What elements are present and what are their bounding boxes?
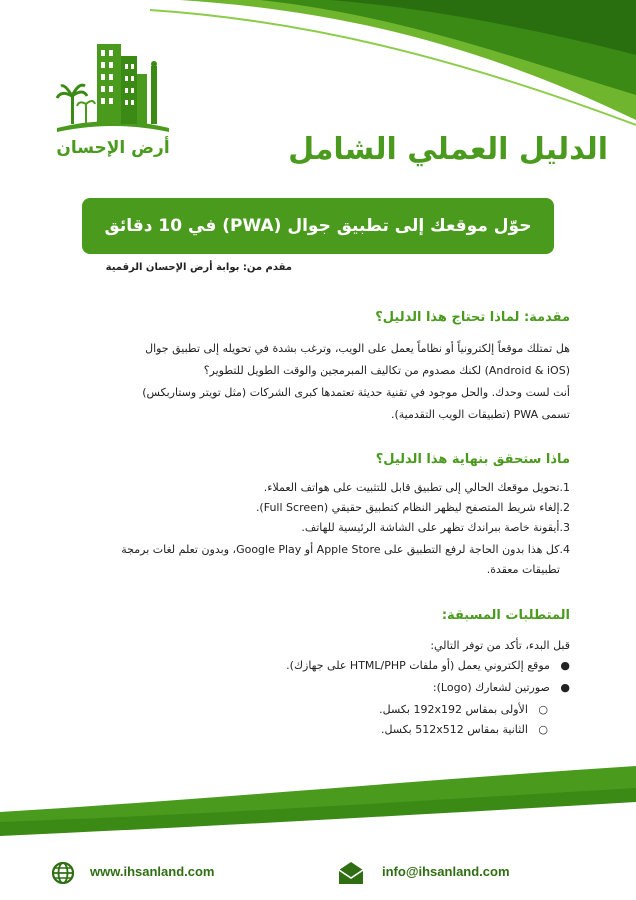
outcome-item: 1.تحويل موقعك الحالي إلى تطبيق قابل للتثبيت على هواتف العملاء. [263, 481, 570, 494]
bullet-circle-icon: ○ [538, 723, 548, 736]
presented-by: مقدم من: بوابة أرض الإحسان الرقمية [105, 262, 292, 273]
city-buildings-icon [53, 36, 173, 136]
prereq-intro: قبل البدء، تأكد من توفر التالي: [430, 639, 570, 652]
intro-line: أنت لست وحدك. والحل موجود في تقنية حديثة تعتمدها كبرى الشركات (مثل تويتر وستاربكس) [142, 386, 570, 399]
prereq-sub-bullet: ○ الثانية بمقاس 512x512 بكسل. [380, 723, 548, 736]
outcome-item-continued: تطبيقات معقدة. [486, 563, 560, 576]
intro-line: هل تمتلك موقعاً إلكترونياً أو نظاماً يعمل على الويب، وترغب بشدة في تحويله إلى تطبيق جوال [145, 342, 570, 355]
globe-icon [52, 862, 74, 888]
brand-logo [48, 36, 178, 176]
prereq-heading: المتطلبات المسبقة: [441, 608, 570, 623]
intro-paragraph [64, 338, 570, 426]
prereq-bullet: ● صورتين لشعارك (Logo): [432, 681, 570, 694]
bullet-dot-icon: ● [560, 659, 570, 672]
website-link[interactable]: www.ihsanland.com [90, 864, 215, 879]
title-banner: حوّل موقعك إلى تطبيق جوال (PWA) في 10 دقائق [82, 198, 554, 254]
outcome-item: 3.أيقونة خاصة ببراندك تظهر على الشاشة الرئيسية للهاتف. [301, 521, 570, 534]
prereq-sub-bullet: ○ الأولى بمقاس 192x192 بكسل. [379, 703, 548, 716]
email-link[interactable]: info@ihsanland.com [382, 864, 510, 879]
intro-heading: مقدمة: لماذا تحتاج هذا الدليل؟ [375, 310, 570, 325]
bullet-dot-icon: ● [560, 681, 570, 694]
page-title: الدليل العملي الشامل [288, 132, 608, 167]
intro-line: تسمى PWA (تطبيقات الويب التقدمية). [390, 408, 570, 421]
intro-line: (Android & iOS) لكنك مصدوم من تكاليف المبرمجين والوقت الطويل للتطوير؟ [203, 364, 570, 377]
bullet-circle-icon: ○ [538, 703, 548, 716]
logo-text: أرض الإحسان [56, 138, 170, 158]
outcomes-heading: ماذا ستحقق بنهاية هذا الدليل؟ [375, 452, 570, 467]
outcome-item: 2.إلغاء شريط المتصفح ليظهر النظام كتطبيق حقيقي (Full Screen). [255, 501, 570, 514]
bottom-wave-decoration [0, 760, 636, 850]
envelope-icon [338, 861, 364, 889]
prereq-bullet: ● موقع إلكتروني يعمل (أو ملفات HTML/PHP على جهازك). [286, 659, 570, 672]
outcome-item: 4.كل هذا بدون الحاجة لرفع التطبيق على Apple Store أو Google Play، وبدون تعلم لغات برمجة [121, 543, 570, 556]
